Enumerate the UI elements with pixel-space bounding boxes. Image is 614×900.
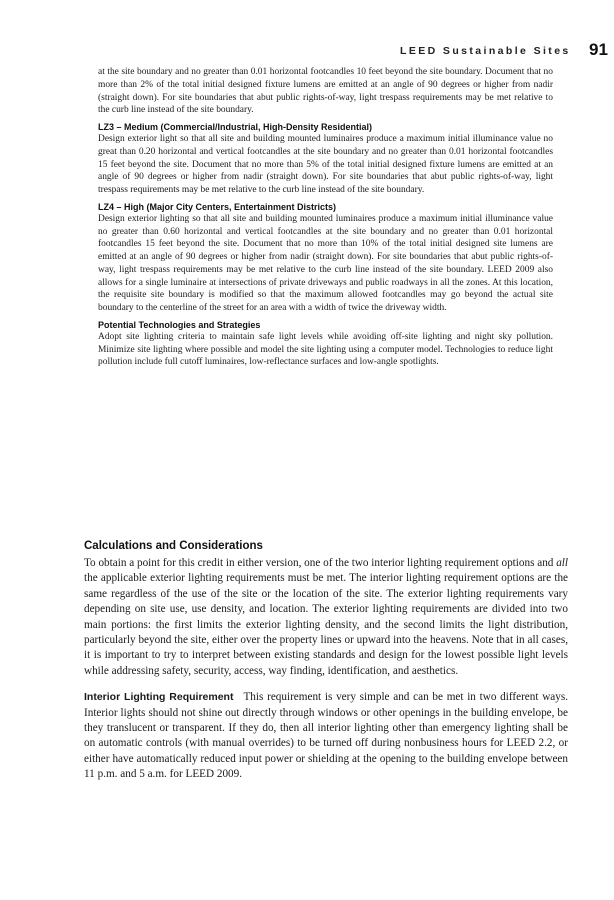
calculations-heading: Calculations and Considerations (84, 540, 263, 552)
interior-lighting-text: This requirement is very simple and can be met in two different ways. Interior lights should not shine out directly through windows or other openings in the building envelope, be they translucent or transparent. If they do, then all interior lighting other than emergency lighting shall be on automatic controls (with manual overrides) to be turned off during nonbusiness hours for LEED 2.2, or either have automatically reduced input power or shielding at the opening to the building envelope between 11 p.m. and 5 a.m. for LEED 2009. (84, 691, 568, 781)
lz4-heading: LZ4 – High (Major City Centers, Entertainment Districts) (98, 201, 337, 212)
calculations-text-end: the applicable exterior lighting requirements must be met. The interior lighting requirement options are the same regardless of the use of the site or the location of the site. The exterior lighting requirements vary depending on site use, use density, and location. The exterior lighting requirements are divided into two main portions: the first limits the exterior lighting density, and the second limits the light distribution, particularly beyond the site, either over the property lines or upward into the heavens. Note that in all cases, it is important to try to interpret between existing standards and design for the lowest possible light levels while addressing safety, security, access, way finding, identification, and aesthetics. (84, 572, 568, 677)
main-body (84, 539, 568, 783)
calculations-paragraph (84, 556, 568, 679)
running-head: LEED Sustainable Sites (400, 45, 571, 57)
calculations-emphasis: all (556, 557, 568, 569)
interior-lighting-heading: Interior Lighting Requirement (84, 691, 234, 704)
lz2-continuation-paragraph: at the site boundary and no greater than 0.01 horizontal footcandles 10 feet beyond the site boundary. Document that no more than 2% of the total initial designed fixture lumens are emitted at an angle of 90 degrees or higher from nadir (straight down). For site boundaries that abut public rights-of-way, light trespass requirements may be met relative to the curb line instead of the site boundary. (98, 67, 553, 116)
lighting-zone-requirements (98, 66, 553, 369)
page-number: 91 (589, 40, 608, 59)
potential-technologies-heading: Potential Technologies and Strategies (98, 319, 261, 330)
lz3-paragraph: Design exterior light so that all site and building mounted luminaires produce a maximum initial illuminance value no great than 0.20 horizontal and vertical footcandles at the site boundary and no greater than 0.01 horizontal footcandles 15 feet beyond the site. Document that no more than 5% of the total initial designed fixture lumens are emitted at an angle of 90 degrees or higher from nadir (straight down). For site boundaries that abut public rights-of-way, light trespass requirements may be met relative to the curb line instead of the site boundary. (98, 134, 553, 195)
lz4-paragraph: Design exterior lighting so that all site and building mounted luminaires produce a maximum initial illuminance value no greater than 0.60 horizontal and vertical footcandles at the site boundary and no greater than 0.01 horizontal footcandles 15 feet beyond the site. Document that no more than 10% of the total initial designed site lumens are emitted at an angle of 90 degrees or higher from nadir (straight down). For site boundaries that abut public rights-of-way, light trespass requirements may be met relative to the curb line instead of the site boundary. LEED 2009 also allows for a single luminaire at intersections of private driveways and public roadways in all the zones. At this location, the requisite site boundary is modified so that the maximum allowed footcandles may go beyond the actual site boundary to the centerline of the street for an area with a width of twice the driveway width. (98, 213, 553, 313)
lz3-heading: LZ3 – Medium (Commercial/Industrial, High-Density Residential) (98, 122, 373, 132)
interior-lighting-paragraph (84, 690, 568, 782)
calculations-text-start: To obtain a point for this credit in either version, one of the two interior lighting requirement options and (84, 557, 557, 569)
potential-technologies-paragraph: Adopt site lighting criteria to maintain safe light levels while avoiding off-site lighting and night sky pollution. Minimize site lighting where possible and model the site lighting using a computer model. Technologies to reduce light pollution include full cutoff luminaires, low-reflectance surfaces and low-angle spotlights. (98, 331, 553, 368)
